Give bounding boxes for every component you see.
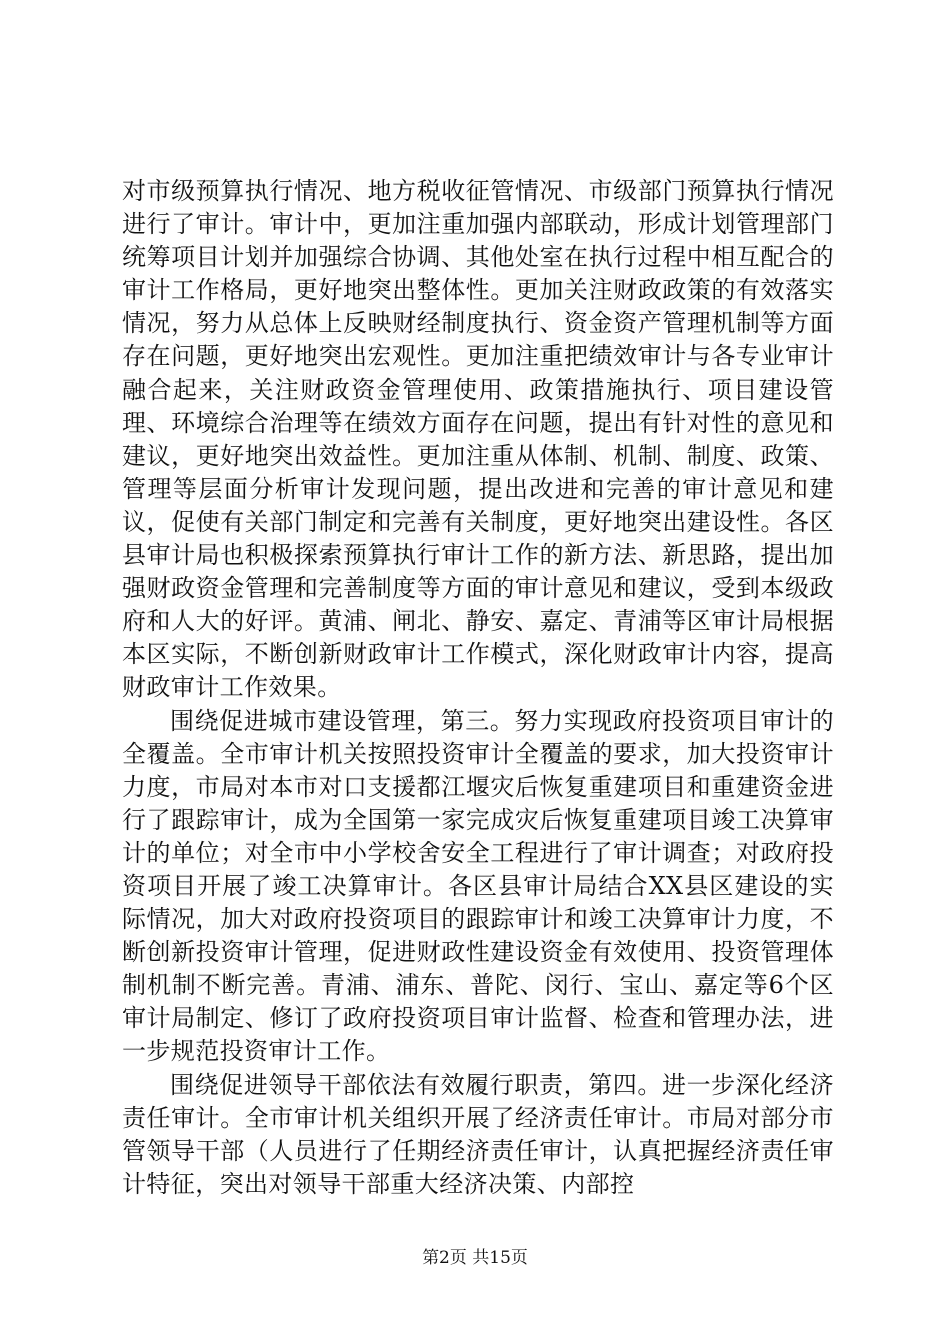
paragraph-3: 围绕促进领导干部依法有效履行职责，第四。进一步深化经济责任审计。全市审计机关组织开展了经济责任审计。市局对部分市管领导干部（人员进行了任期经济责任审计，认真把握经济责任审计特征，突出对领导干部重大经济决策、内部控 (122, 1070, 834, 1198)
paragraph-1: 对市级预算执行情况、地方税收征管情况、市级部门预算执行情况进行了审计。审计中，更加注重加强内部联动，形成计划管理部门统筹项目计划并加强综合协调、其他处室在执行过程中相互配合的审计工作格局，更好地突出整体性。更加关注财政政策的有效落实情况，努力从总体上反映财经制度执行、资金资产管理机制等方面存在问题，更好地突出宏观性。更加注重把绩效审计与各专业审计融合起来，关注财政资金管理使用、政策措施执行、项目建设管理、环境综合治理等在绩效方面存在问题，提出有针对性的意见和建议，更好地突出效益性。更加注重从体制、机制、制度、政策、管理等层面分析审计发现问题，提出改进和完善的审计意见和建议，促使有关部门制定和完善有关制度，更好地突出建设性。各区县审计局也积极探索预算执行审计工作的新方法、新思路，提出加强财政资金管理和完善制度等方面的审计意见和建议，受到本级政府和人大的好评。黄浦、闸北、静安、嘉定、青浦等区审计局根据本区实际，不断创新财政审计工作模式，深化财政审计内容，提高财政审计工作效果。 (122, 177, 834, 702)
body-text (122, 175, 834, 1201)
page-footer: 第2页 共15页 (422, 1248, 528, 1268)
paragraph-2: 围绕促进城市建设管理，第三。努力实现政府投资项目审计的全覆盖。全市审计机关按照投资审计全覆盖的要求，加大投资审计力度，市局对本市对口支援都江堰灾后恢复重建项目和重建资金进行了跟踪审计，成为全国第一家完成灾后恢复重建项目竣工决算审计的单位；对全市中小学校舍安全工程进行了审计调查；对政府投资项目开展了竣工决算审计。各区县审计局结合XX县区建设的实际情况，加大对政府投资项目的跟踪审计和竣工决算审计力度，不断创新投资审计管理，促进财政性建设资金有效使用、投资管理体制机制不断完善。青浦、浦东、普陀、闵行、宝山、嘉定等6个区审计局制定、修订了政府投资项目审计监督、检查和管理办法，进一步规范投资审计工作。 (122, 706, 834, 1066)
